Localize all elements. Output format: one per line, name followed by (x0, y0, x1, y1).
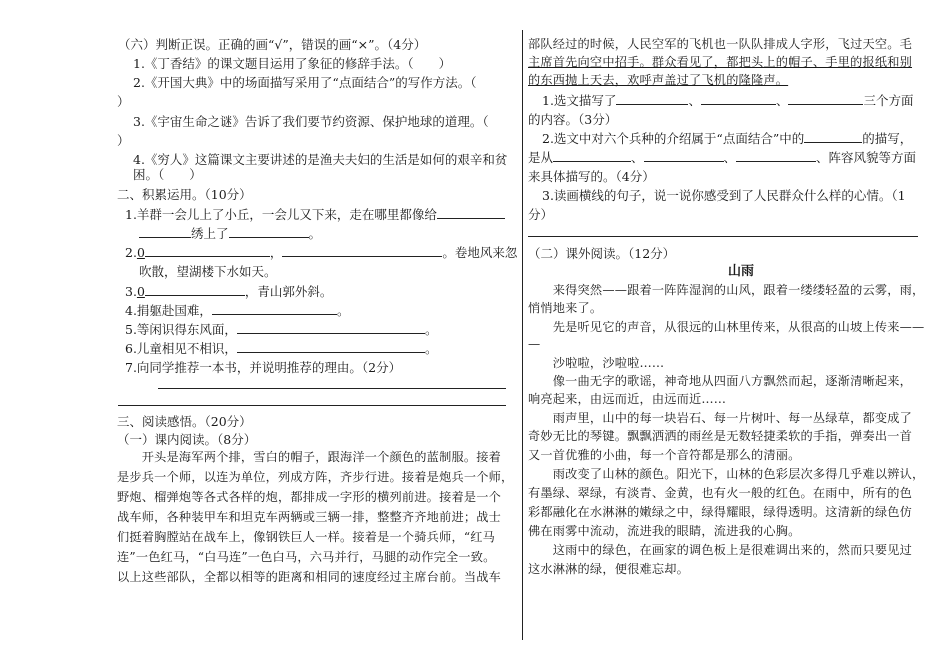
fill-q2-cont: 吹散，望湖楼下水如天。 (139, 264, 277, 279)
fill-q3-zero: 0 (136, 284, 145, 299)
passage-line: — (528, 337, 541, 351)
answer-blank[interactable] (229, 226, 309, 238)
fill-q4-text: 4.捐躯赴国难， (125, 303, 212, 318)
fill-q2 (125, 245, 517, 260)
judge-q3-end: ） (117, 133, 130, 148)
column-divider (522, 30, 523, 640)
fill-q5-text: 5.等闲识得东风面， (125, 322, 237, 337)
reading-q2-text3: 是从 (528, 150, 554, 165)
passage-line: 沙啦啦，沙啦啦…… (528, 356, 665, 370)
judge-q4: 4.《穷人》这篇课文主要讲述的是渔夫夫妇的生活是如何的艰辛和贫 (133, 152, 508, 167)
fill-q5 (125, 322, 437, 337)
fill-q1 (125, 207, 505, 222)
answer-blank[interactable] (282, 245, 442, 257)
answer-line[interactable] (118, 405, 506, 406)
fill-q1-text2: 绣上了 (191, 226, 229, 241)
passage-line: 以上这些部队，全都以相等的距离和相同的速度经过主席台前。当战车 (117, 570, 502, 584)
answer-blank[interactable] (237, 341, 425, 353)
fill-q2-zero: 0 (136, 245, 145, 260)
fill-q6 (125, 341, 437, 356)
answer-blank[interactable] (644, 150, 724, 162)
answer-blank[interactable] (788, 93, 863, 105)
answer-blank[interactable] (804, 131, 862, 143)
judge-q2: 2.《开国大典》中的场面描写采用了“点面结合”的写作方法。（ (133, 75, 477, 90)
underlined-sentence: 的东西抛上天去，欢呼声盖过了飞机的隆隆声。 (528, 73, 789, 87)
passage-line: 又一首优雅的小曲，每一个音符都是那么的清丽。 (528, 448, 801, 462)
judge-q2-end: ） (117, 94, 130, 109)
section-3-title: 三、阅读感悟。（20分） (117, 414, 252, 429)
fill-q4 (125, 303, 349, 318)
fill-q6-text: 6.儿童相见不相识， (125, 341, 237, 356)
fill-q2-comma: ， (269, 245, 283, 260)
answer-blank[interactable] (145, 284, 245, 296)
reading-q1-text2: 三个方面 (863, 93, 914, 108)
reading-2-title: （二）课外阅读。（12分） (528, 246, 676, 261)
sep: 、 (723, 150, 737, 165)
section-2-title: 二、积累运用。（10分） (117, 187, 252, 202)
passage-line: 先是听见它的声音，从很远的山林里传来，从很高的山坡上传来—— (528, 320, 925, 334)
answer-line[interactable] (158, 388, 506, 389)
reading-q2-text4: 、阵容风貌等方面 (816, 150, 917, 165)
passage-line: 雨改变了山林的颜色。阳光下，山林的色彩层次多得几乎难以辨认， (528, 467, 925, 481)
passage-line: 部队经过的时候，人民空军的飞机也一队队排成人字形，飞过天空。毛 (528, 37, 913, 51)
reading-1-title: （一）课内阅读。（8分） (117, 432, 257, 447)
passage-line: 彩都融化在水淋淋的嫩绿之中，绿得耀眼，绿得透明。这清新的绿色仿 (528, 505, 913, 519)
passage-line: 像一曲无字的歌谣，神奇地从四面八方飘然而起，逐渐清晰起来， (528, 374, 913, 388)
reading-q1-text: 1.选文描写了 (542, 93, 617, 108)
passage-line: 连”一色红马，“白马连”一色白马，六马并行，马腿的动作完全一致。 (117, 550, 496, 564)
fill-q2-num: 2. (125, 245, 137, 260)
passage-line: 奇妙无比的琴键。飘飘洒洒的雨丝是无数轻捷柔软的手指，弹奏出一首 (528, 429, 913, 443)
fill-q3 (125, 284, 332, 299)
fill-q2-text: 。卷地风来忽 (442, 245, 518, 260)
reading-q1-cont: 的内容。（3分） (528, 112, 618, 127)
answer-blank[interactable] (237, 322, 425, 334)
article-title: 山雨 (728, 264, 755, 279)
reading-q2-cont2: 来具体描写的。（4分） (528, 169, 655, 184)
passage-line (528, 73, 788, 88)
sep: 、 (775, 93, 789, 108)
passage-line (528, 55, 912, 70)
reading-q2 (542, 131, 912, 146)
answer-blank[interactable] (701, 93, 776, 105)
sep: 、 (688, 93, 701, 108)
passage-line: 这水淋淋的绿，便很难忘却。 (528, 562, 690, 576)
reading-q2-text: 2.选文中对六个兵种的介绍属于“点面结合”中的 (542, 131, 805, 146)
reading-q2-text2: 的描写， (862, 131, 913, 146)
reading-q2-cont (528, 150, 916, 165)
passage-line: 雨声里，山中的每一块岩石、每一片树叶、每一丛绿草，都变成了 (528, 411, 913, 425)
passage-line: 是步兵一个师，以连为单位，列成方阵，齐步行进。接着是炮兵一个师， (117, 470, 514, 484)
answer-blank[interactable] (139, 226, 191, 238)
passage-line: 有墨绿、翠绿，有淡青、金黄，也有火一般的红色。在雨中，所有的色 (528, 486, 913, 500)
answer-blank[interactable] (736, 150, 816, 162)
answer-blank[interactable] (616, 93, 688, 105)
fill-q7: 7.向同学推荐一本书，并说明推荐的理由。（2分） (125, 360, 402, 375)
section-6-title: （六）判断正误。正确的画“√”，错误的画“×”。（4分） (118, 37, 427, 52)
reading-q1 (542, 93, 913, 108)
fill-q3-num: 3. (125, 284, 137, 299)
fill-q1-text: 1.羊群一会儿上了小丘，一会儿又下来，走在哪里都像给 (125, 207, 437, 222)
passage-line: 佛在雨雾中流动，流进我的眼睛，流进我的心胸。 (528, 524, 801, 538)
fill-q6-end: 。 (424, 341, 438, 356)
answer-blank[interactable] (212, 303, 337, 315)
fill-q5-end: 。 (424, 322, 438, 337)
passage-line: 悄悄地来了。 (528, 301, 603, 315)
passage-line: 野炮、榴弹炮等各式各样的炮，都排成一字形的横列前进。接着是一个 (117, 490, 502, 504)
fill-q1-end: 。 (308, 226, 322, 241)
fill-q1-cont (139, 226, 321, 241)
underlined-sentence: 主席首先向空中招手。群众看见了，都把头上的帽子、手里的报纸和别 (528, 55, 913, 69)
fill-q3-text: ，青山郭外斜。 (244, 284, 333, 299)
answer-blank[interactable] (145, 245, 270, 257)
judge-q4-end: 困。（ ） (133, 167, 202, 182)
passage-line: 战车师，各种装甲车和坦克车两辆或三辆一排，整整齐齐地前进；战士 (117, 510, 502, 524)
reading-q3-cont: 分） (528, 207, 554, 222)
passage-line: 这雨中的绿色，在画家的调色板上是很难调出来的，然而只要见过 (528, 543, 913, 557)
passage-line: 来得突然——跟着一阵阵湿润的山风，跟着一缕缕轻盈的云雾，雨， (528, 283, 925, 297)
judge-q3: 3.《宇宙生命之谜》告诉了我们要节约资源、保护地球的道理。（ (133, 114, 489, 129)
judge-q1: 1.《丁香结》的课文题目运用了象征的修辞手法。（ ） (133, 56, 452, 71)
reading-q3: 3.读画横线的句子，说一说你感受到了人民群众什么样的心情。（1 (542, 188, 906, 203)
passage-line: 们挺着胸膛站在战车上，像钢铁巨人一样。接着是一个骑兵师，“红马 (117, 530, 496, 544)
answer-blank[interactable] (437, 207, 505, 219)
answer-blank[interactable] (553, 150, 631, 162)
passage-line: 开头是海军两个排，雪白的帽子，跟海洋一个颜色的蓝制服。接着 (117, 450, 502, 464)
answer-line[interactable] (528, 236, 918, 237)
fill-q4-end: 。 (336, 303, 350, 318)
passage-line: 响亮起来，由远而近，由远而近…… (528, 392, 727, 406)
sep: 、 (631, 150, 644, 165)
